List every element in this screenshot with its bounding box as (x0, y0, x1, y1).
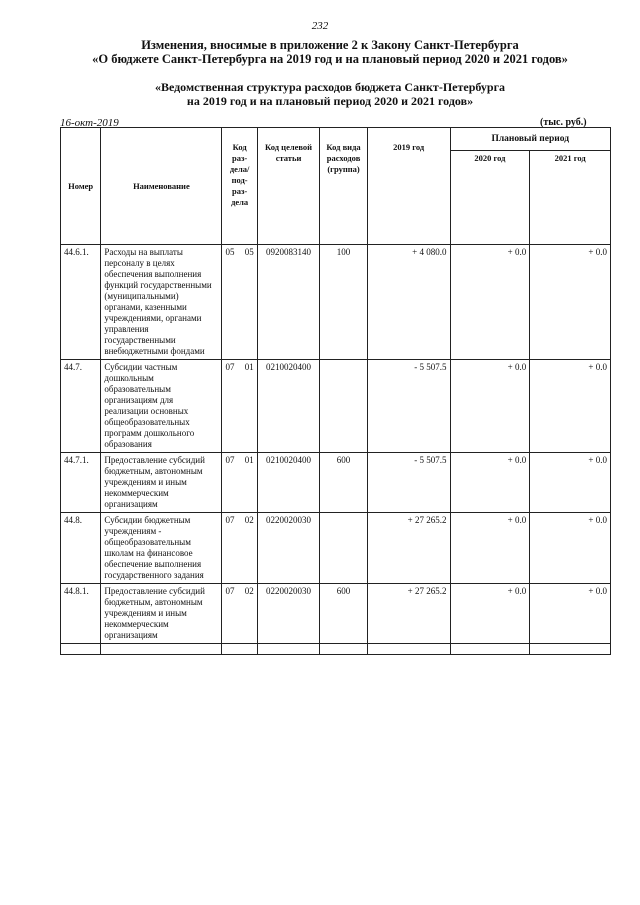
continuation-cell (101, 644, 222, 655)
row-2021: + 0.0 (530, 245, 611, 360)
row-number: 44.8. (61, 513, 101, 584)
continuation-cell (257, 644, 320, 655)
row-name: Субсидии бюджетным учреждениям - общеобразовательным школам на финансовое обеспечение выполнения государственного задания (101, 513, 222, 584)
row-2020: + 0.0 (450, 453, 530, 513)
row-2019: + 27 265.2 (367, 584, 450, 644)
budget-table (60, 127, 611, 655)
subsection-code: 01 (244, 362, 254, 372)
row-2020: + 0.0 (450, 360, 530, 453)
subsection-code: 02 (244, 515, 254, 525)
subsection-code: 01 (244, 455, 254, 465)
row-section-code (222, 513, 257, 584)
row-target-code: 0920083140 (257, 245, 320, 360)
row-name: Предоставление субсидий бюджетным, автономным учреждениям и иным некоммерческим организациям (101, 584, 222, 644)
table-row (61, 513, 611, 584)
row-number: 44.7.1. (61, 453, 101, 513)
row-expense-code: 100 (320, 245, 367, 360)
row-2019: + 4 080.0 (367, 245, 450, 360)
row-2019: - 5 507.5 (367, 453, 450, 513)
header-2020: 2020 год (450, 151, 530, 245)
row-2019: - 5 507.5 (367, 360, 450, 453)
row-2019: + 27 265.2 (367, 513, 450, 584)
header-name: Наименование (101, 128, 222, 245)
table-row (61, 360, 611, 453)
units-label: (тыс. руб.) (540, 117, 587, 128)
row-name: Субсидии частным дошкольным образовательным организациям для реализации основных общеобразовательных программ дошкольного образования (101, 360, 222, 453)
document-subtitle (40, 80, 620, 108)
row-name: Предоставление субсидий бюджетным, автономным учреждениям и иным некоммерческим организациям (101, 453, 222, 513)
section-code: 07 (225, 455, 235, 465)
document-title (40, 38, 620, 66)
row-expense-code: 600 (320, 584, 367, 644)
row-2020: + 0.0 (450, 513, 530, 584)
row-2021: + 0.0 (530, 513, 611, 584)
row-number: 44.8.1. (61, 584, 101, 644)
row-2020: + 0.0 (450, 584, 530, 644)
row-section-code (222, 453, 257, 513)
row-section-code (222, 245, 257, 360)
subtitle-line-1: «Ведомственная структура расходов бюджета Санкт-Петербурга (154, 80, 506, 94)
row-2021: + 0.0 (530, 453, 611, 513)
continuation-cell (320, 644, 367, 655)
row-target-code: 0220020030 (257, 584, 320, 644)
section-code: 05 (225, 247, 235, 257)
row-section-code (222, 360, 257, 453)
subsection-code: 05 (244, 247, 254, 257)
header-number: Номер (61, 128, 101, 245)
section-code: 07 (225, 362, 235, 372)
header-expense-code: Код вида расходов (группа) (320, 128, 367, 245)
row-expense-code (320, 360, 367, 453)
table-header-row (61, 128, 611, 151)
row-target-code: 0210020400 (257, 360, 320, 453)
row-target-code: 0210020400 (257, 453, 320, 513)
continuation-cell (222, 644, 257, 655)
section-code: 07 (225, 515, 235, 525)
row-target-code: 0220020030 (257, 513, 320, 584)
subsection-code: 02 (244, 586, 254, 596)
header-2021: 2021 год (530, 151, 611, 245)
table-row (61, 453, 611, 513)
row-2020: + 0.0 (450, 245, 530, 360)
table-row (61, 245, 611, 360)
row-name: Расходы на выплаты персоналу в целях обеспечения выполнения функций государственными (муниципальными) органами, казенными учреждениями, органами управления государственными внебюджетными фондами (101, 245, 222, 360)
page-number: 232 (311, 20, 329, 32)
row-expense-code (320, 513, 367, 584)
header-2019: 2019 год (367, 128, 450, 245)
row-number: 44.6.1. (61, 245, 101, 360)
row-section-code (222, 584, 257, 644)
continuation-cell (530, 644, 611, 655)
continuation-cell (367, 644, 450, 655)
table-row (61, 584, 611, 644)
header-target-code: Код целевой статьи (257, 128, 320, 245)
title-line-1: Изменения, вносимые в приложение 2 к Закону Санкт-Петербурга (141, 38, 519, 52)
row-number: 44.7. (61, 360, 101, 453)
table-continuation (61, 644, 611, 655)
document-date: 16-окт-2019 (60, 117, 119, 129)
subtitle-line-2: на 2019 год и на плановый период 2020 и 2021 годов» (186, 94, 474, 108)
continuation-cell (61, 644, 101, 655)
section-code: 07 (225, 586, 235, 596)
row-2021: + 0.0 (530, 360, 611, 453)
continuation-cell (450, 644, 530, 655)
row-2021: + 0.0 (530, 584, 611, 644)
title-line-2: «О бюджете Санкт-Петербурга на 2019 год и на плановый период 2020 и 2021 годов» (92, 52, 568, 66)
header-planned-period: Плановый период (450, 128, 611, 151)
header-section-code: Код раз-дела/ под-раз-дела (222, 128, 257, 245)
row-expense-code: 600 (320, 453, 367, 513)
